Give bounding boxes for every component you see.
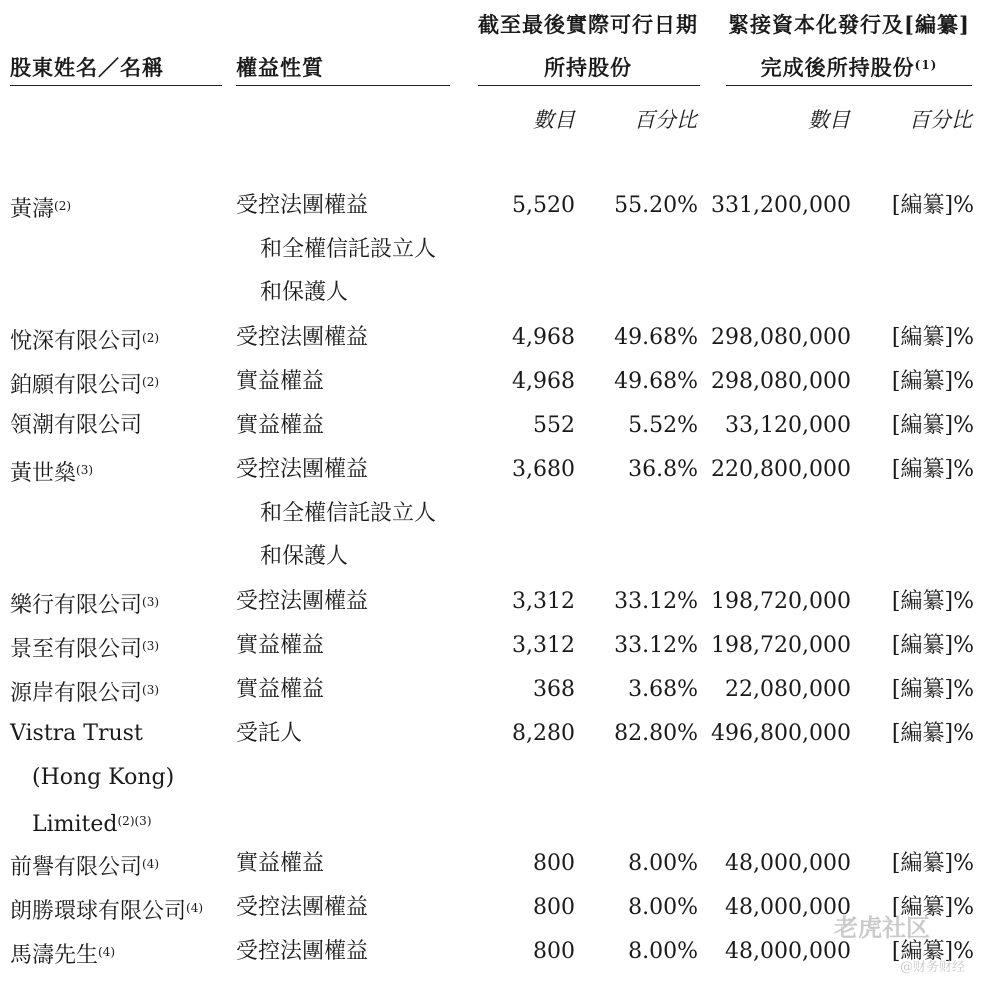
watermark-sub — [900, 956, 965, 975]
subheader-number-current: 數目 — [533, 108, 575, 132]
percent-post: [編纂]% — [891, 413, 974, 438]
shareholder-name-text: 前譽有限公司 — [10, 855, 143, 880]
footnote-ref: (4) — [142, 857, 160, 871]
footnote-1: (1) — [914, 58, 938, 72]
shareholder-name — [10, 721, 143, 747]
shares-current: 4,968 — [512, 369, 575, 394]
interest-nature: 受控法團權益 — [236, 193, 369, 218]
shareholder-name-text: 黃濤 — [10, 197, 55, 222]
percent-post: [編纂]% — [891, 895, 974, 920]
footnote-ref: (4) — [98, 945, 116, 959]
shares-post: 220,800,000 — [711, 457, 851, 482]
percent-current: 8.00% — [628, 851, 698, 876]
col-header-shareholder: 股東姓名／名稱 — [10, 55, 164, 80]
percent-current: 55.20% — [614, 193, 698, 218]
percent-post: [編纂]% — [891, 851, 974, 876]
shares-current: 552 — [533, 413, 575, 438]
shareholder-name — [10, 939, 115, 969]
shareholder-name — [10, 413, 142, 439]
shareholder-name-continuation — [32, 808, 152, 838]
shareholder-name-text: 悅深有限公司 — [10, 329, 143, 354]
rule-group2 — [726, 85, 972, 86]
shares-current: 4,968 — [512, 325, 575, 350]
shareholder-name-text: Vistra Trust — [10, 721, 143, 746]
shares-current: 8,280 — [512, 721, 575, 746]
percent-current: 33.12% — [614, 633, 698, 658]
shareholder-name-continuation — [32, 765, 174, 791]
shares-post: 496,800,000 — [711, 721, 851, 746]
interest-nature: 和保護人 — [260, 544, 349, 569]
percent-current: 8.00% — [628, 895, 698, 920]
group-header-current-line1: 截至最後實際可行日期 — [478, 12, 698, 37]
shares-current: 368 — [533, 677, 575, 702]
shares-post: 198,720,000 — [711, 589, 851, 614]
interest-nature: 受控法團權益 — [236, 939, 369, 964]
shares-post: 22,080,000 — [725, 677, 851, 702]
shares-post: 48,000,000 — [725, 851, 851, 876]
footnote-ref: (2) — [142, 331, 160, 345]
shares-current: 3,312 — [512, 589, 575, 614]
shareholder-name-text: 源岸有限公司 — [10, 681, 143, 706]
shareholder-name-text: 朗勝環球有限公司 — [10, 899, 187, 924]
shares-current: 800 — [533, 939, 575, 964]
footnote-ref: (3) — [76, 463, 94, 477]
watermark-logo — [834, 908, 930, 943]
shares-current: 3,312 — [512, 633, 575, 658]
shareholder-name — [10, 851, 159, 881]
shares-post: 33,120,000 — [725, 413, 851, 438]
subheader-number-post: 數目 — [808, 108, 850, 132]
rule-col1 — [10, 85, 222, 86]
percent-post: [編纂]% — [891, 677, 974, 702]
shareholder-name — [10, 633, 159, 663]
percent-current: 82.80% — [614, 721, 698, 746]
footnote-ref: (3) — [142, 639, 160, 653]
footnote-ref: (4) — [186, 901, 204, 915]
rule-col2 — [236, 85, 450, 86]
percent-post: [編纂]% — [891, 369, 974, 394]
interest-nature: 實益權益 — [236, 851, 325, 876]
interest-nature: 和保護人 — [260, 280, 349, 305]
shareholder-name-text: 鉑願有限公司 — [10, 373, 143, 398]
percent-current: 5.52% — [628, 413, 698, 438]
shareholder-name — [10, 369, 159, 399]
group-header-current-line2: 所持股份 — [544, 55, 632, 80]
shareholder-name-text: 景至有限公司 — [10, 637, 143, 662]
interest-nature: 實益權益 — [236, 369, 325, 394]
shareholder-name-text: 馬濤先生 — [10, 943, 99, 968]
footnote-ref: (3) — [142, 683, 160, 697]
shares-post: 198,720,000 — [711, 633, 851, 658]
shares-post: 331,200,000 — [711, 193, 851, 218]
group-header-post-line1: 緊接資本化發行及[編纂] — [728, 12, 970, 37]
shares-current: 3,680 — [512, 457, 575, 482]
shareholder-name-line: (Hong Kong) — [32, 764, 175, 790]
interest-nature: 實益權益 — [236, 633, 325, 658]
subheader-percent-post: 百分比 — [909, 108, 972, 132]
percent-post: [編纂]% — [891, 721, 974, 746]
percent-post: [編纂]% — [891, 939, 974, 964]
footnote-ref: (2) — [142, 375, 160, 389]
percent-post: [編纂]% — [891, 325, 974, 350]
shares-post: 298,080,000 — [711, 369, 851, 394]
percent-current: 49.68% — [614, 369, 698, 394]
percent-current: 36.8% — [628, 457, 698, 482]
shareholder-name — [10, 589, 159, 619]
shareholder-name — [10, 895, 203, 925]
interest-nature: 實益權益 — [236, 413, 325, 438]
footnote-ref: (3) — [142, 595, 160, 609]
percent-current: 33.12% — [614, 589, 698, 614]
shares-current: 800 — [533, 851, 575, 876]
interest-nature: 受控法團權益 — [236, 325, 369, 350]
shareholder-name-text: 樂行有限公司 — [10, 593, 143, 618]
shares-post: 298,080,000 — [711, 325, 851, 350]
shareholder-name-text: 領潮有限公司 — [10, 413, 143, 438]
interest-nature: 受控法團權益 — [236, 589, 369, 614]
percent-current: 3.68% — [628, 677, 698, 702]
group-header-post-text: 完成後所持股份 — [760, 55, 915, 80]
percent-post: [編纂]% — [891, 633, 974, 658]
watermark-line1: 老虎社区 — [834, 913, 930, 942]
watermark-line2: @财务财经 — [900, 960, 966, 975]
interest-nature: 受控法團權益 — [236, 457, 369, 482]
interest-nature: 實益權益 — [236, 677, 325, 702]
shares-current: 5,520 — [512, 193, 575, 218]
footnote-ref: (2)(3) — [117, 814, 152, 828]
shareholder-name — [10, 193, 71, 223]
percent-post: [編纂]% — [891, 193, 974, 218]
percent-current: 8.00% — [628, 939, 698, 964]
subheader-percent-current: 百分比 — [634, 108, 697, 132]
shares-current: 800 — [533, 895, 575, 920]
interest-nature: 受託人 — [236, 721, 303, 746]
shareholder-name-text: 黃世燊 — [10, 461, 77, 486]
interest-nature: 受控法團權益 — [236, 895, 369, 920]
shareholder-name — [10, 325, 159, 355]
interest-nature: 和全權信託設立人 — [260, 236, 437, 262]
col-header-nature: 權益性質 — [236, 55, 324, 80]
percent-current: 49.68% — [614, 325, 698, 350]
shareholder-name — [10, 457, 93, 487]
percent-post: [編纂]% — [891, 589, 974, 614]
footnote-ref: (2) — [54, 199, 72, 213]
shareholder-name-line: Limited — [32, 812, 118, 837]
shares-post: 48,000,000 — [725, 895, 851, 920]
group-header-post-line2 — [726, 52, 972, 82]
shares-post: 48,000,000 — [725, 939, 851, 964]
shareholder-name — [10, 677, 159, 707]
rule-group1 — [478, 85, 700, 86]
percent-post: [編纂]% — [891, 457, 974, 482]
interest-nature: 和全權信託設立人 — [260, 500, 437, 526]
